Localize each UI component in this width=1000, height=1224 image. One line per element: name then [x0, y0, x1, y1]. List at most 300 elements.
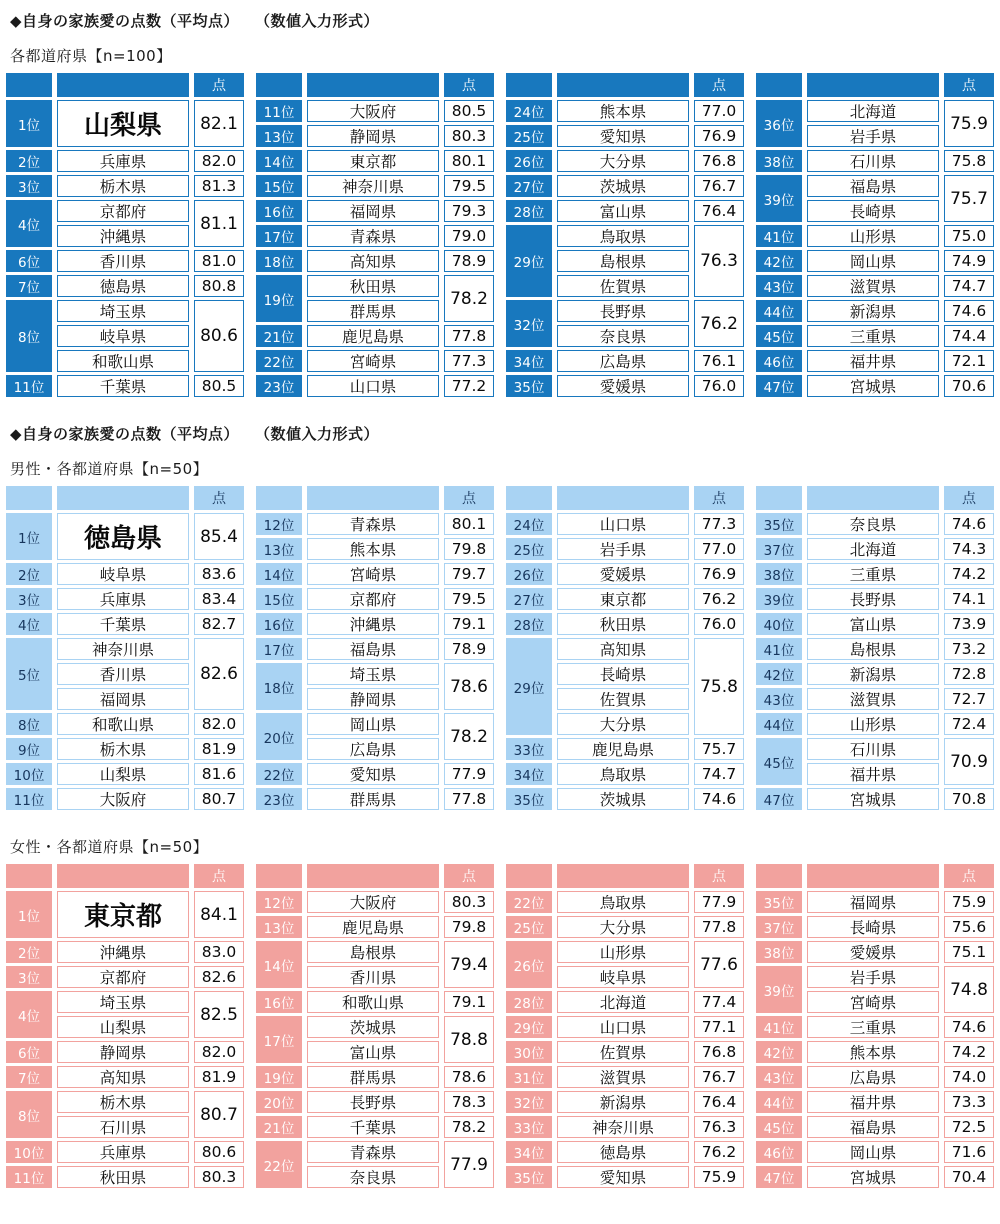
- section-subtitle: 女性・各都道府県【n=50】: [10, 838, 209, 856]
- score-cell: 76.2: [694, 588, 744, 610]
- ranking-table-group: [256, 73, 494, 397]
- ranking-table-group: [256, 864, 494, 1188]
- header-score-cell: 点: [444, 864, 494, 888]
- ranking-table-group: [6, 73, 244, 397]
- rank-cell: 13位: [256, 125, 302, 147]
- header-prefecture-cell: [307, 486, 439, 510]
- score-cell: 82.1: [194, 100, 244, 147]
- header-prefecture-cell: [557, 73, 689, 97]
- prefecture-cell: 愛知県: [557, 125, 689, 147]
- score-cell: 74.1: [944, 588, 994, 610]
- rank-cell: 37位: [756, 916, 802, 938]
- prefecture-cell: 長野県: [557, 300, 689, 322]
- rank-cell: 26位: [506, 150, 552, 172]
- score-cell: 74.6: [944, 513, 994, 535]
- prefecture-cell: 滋賀県: [557, 1066, 689, 1088]
- rank-cell: 32位: [506, 1091, 552, 1113]
- prefecture-cell: 茨城県: [557, 788, 689, 810]
- header-score-cell: 点: [944, 864, 994, 888]
- score-cell: 74.2: [944, 1041, 994, 1063]
- prefecture-cell: 千葉県: [307, 1116, 439, 1138]
- rank-cell: 18位: [256, 250, 302, 272]
- score-cell: 78.6: [444, 1066, 494, 1088]
- score-cell: 78.9: [444, 250, 494, 272]
- prefecture-cell: 静岡県: [57, 1041, 189, 1063]
- ranking-table-group: [256, 486, 494, 810]
- score-cell: 74.2: [944, 563, 994, 585]
- prefecture-cell: 岐阜県: [557, 966, 689, 988]
- rank-cell: 17位: [256, 638, 302, 660]
- rank-cell: 3位: [6, 175, 52, 197]
- prefecture-cell: 山梨県: [57, 763, 189, 785]
- prefecture-cell: 宮城県: [807, 788, 939, 810]
- score-cell: 77.0: [694, 100, 744, 122]
- score-cell: 76.2: [694, 300, 744, 347]
- prefecture-cell: 大分県: [557, 150, 689, 172]
- header-rank-cell: [756, 864, 802, 888]
- score-cell: 82.0: [194, 1041, 244, 1063]
- score-cell: 81.9: [194, 1066, 244, 1088]
- prefecture-cell: 高知県: [307, 250, 439, 272]
- prefecture-cell: 山梨県: [57, 100, 189, 147]
- rank-cell: 11位: [6, 788, 52, 810]
- ranking-table-group: [756, 73, 994, 397]
- score-cell: 74.3: [944, 538, 994, 560]
- prefecture-cell: 和歌山県: [57, 713, 189, 735]
- header-prefecture-cell: [307, 73, 439, 97]
- prefecture-cell: 千葉県: [57, 375, 189, 397]
- prefecture-cell: 大分県: [557, 916, 689, 938]
- header-rank-cell: [756, 73, 802, 97]
- score-cell: 70.9: [944, 738, 994, 785]
- prefecture-cell: 熊本県: [557, 100, 689, 122]
- score-cell: 76.4: [694, 200, 744, 222]
- prefecture-cell: 高知県: [557, 638, 689, 660]
- rank-cell: 6位: [6, 1041, 52, 1063]
- prefecture-cell: 北海道: [807, 538, 939, 560]
- prefecture-cell: 神奈川県: [57, 638, 189, 660]
- score-cell: 74.6: [944, 1016, 994, 1038]
- prefecture-cell: 山梨県: [57, 1016, 189, 1038]
- score-cell: 79.1: [444, 991, 494, 1013]
- prefecture-cell: 大阪府: [307, 891, 439, 913]
- rank-cell: 32位: [506, 300, 552, 347]
- prefecture-cell: 静岡県: [307, 125, 439, 147]
- rank-cell: 41位: [756, 638, 802, 660]
- prefecture-cell: 岩手県: [807, 966, 939, 988]
- prefecture-cell: 秋田県: [57, 1166, 189, 1188]
- score-cell: 78.8: [444, 1016, 494, 1063]
- rank-cell: 8位: [6, 300, 52, 372]
- prefecture-cell: 岡山県: [307, 713, 439, 735]
- prefecture-cell: 青森県: [307, 1141, 439, 1163]
- score-cell: 74.7: [944, 275, 994, 297]
- rank-cell: 37位: [756, 538, 802, 560]
- score-cell: 75.9: [944, 891, 994, 913]
- header-rank-cell: [6, 864, 52, 888]
- prefecture-cell: 宮城県: [807, 375, 939, 397]
- score-cell: 76.7: [694, 1066, 744, 1088]
- score-cell: 72.7: [944, 688, 994, 710]
- score-cell: 74.4: [944, 325, 994, 347]
- rank-cell: 20位: [256, 1091, 302, 1113]
- rank-cell: 5位: [6, 638, 52, 710]
- rank-cell: 11位: [256, 100, 302, 122]
- score-cell: 75.8: [944, 150, 994, 172]
- rank-cell: 16位: [256, 991, 302, 1013]
- score-cell: 74.6: [944, 300, 994, 322]
- rank-cell: 24位: [506, 100, 552, 122]
- score-cell: 80.5: [444, 100, 494, 122]
- page-title: ◆自身の家族愛の点数（平均点） （数値入力形式）: [10, 425, 380, 443]
- score-cell: 77.9: [444, 1141, 494, 1188]
- header-prefecture-cell: [557, 864, 689, 888]
- header-score-cell: 点: [444, 486, 494, 510]
- score-cell: 72.4: [944, 713, 994, 735]
- rank-cell: 9位: [6, 738, 52, 760]
- prefecture-cell: 埼玉県: [307, 663, 439, 685]
- prefecture-cell: 長崎県: [807, 200, 939, 222]
- prefecture-cell: 兵庫県: [57, 150, 189, 172]
- prefecture-cell: 東京都: [57, 891, 189, 938]
- header-rank-cell: [506, 864, 552, 888]
- rank-cell: 39位: [756, 175, 802, 222]
- score-cell: 80.3: [444, 125, 494, 147]
- score-cell: 80.3: [444, 891, 494, 913]
- score-cell: 74.9: [944, 250, 994, 272]
- rank-cell: 15位: [256, 175, 302, 197]
- rank-cell: 4位: [6, 613, 52, 635]
- prefecture-cell: 静岡県: [307, 688, 439, 710]
- rank-cell: 4位: [6, 200, 52, 247]
- prefecture-cell: 三重県: [807, 563, 939, 585]
- score-cell: 75.1: [944, 941, 994, 963]
- score-cell: 78.2: [444, 275, 494, 322]
- score-cell: 82.0: [194, 150, 244, 172]
- prefecture-cell: 新潟県: [807, 300, 939, 322]
- rank-cell: 25位: [506, 125, 552, 147]
- score-cell: 76.0: [694, 375, 744, 397]
- prefecture-cell: 福井県: [807, 350, 939, 372]
- prefecture-cell: 奈良県: [557, 325, 689, 347]
- prefecture-cell: 栃木県: [57, 738, 189, 760]
- rank-cell: 3位: [6, 588, 52, 610]
- header-score-cell: 点: [694, 73, 744, 97]
- prefecture-cell: 宮崎県: [807, 991, 939, 1013]
- rank-cell: 2位: [6, 941, 52, 963]
- rank-cell: 1位: [6, 891, 52, 938]
- prefecture-cell: 岐阜県: [57, 563, 189, 585]
- score-cell: 77.0: [694, 538, 744, 560]
- header-rank-cell: [506, 486, 552, 510]
- rank-cell: 45位: [756, 1116, 802, 1138]
- ranking-tables: [6, 486, 1000, 810]
- rank-cell: 8位: [6, 1091, 52, 1138]
- rank-cell: 2位: [6, 563, 52, 585]
- prefecture-cell: 東京都: [557, 588, 689, 610]
- rank-cell: 42位: [756, 250, 802, 272]
- prefecture-cell: 京都府: [307, 588, 439, 610]
- prefecture-cell: 岡山県: [807, 1141, 939, 1163]
- rank-cell: 17位: [256, 1016, 302, 1063]
- prefecture-cell: 佐賀県: [557, 688, 689, 710]
- score-cell: 79.5: [444, 588, 494, 610]
- header-prefecture-cell: [807, 864, 939, 888]
- prefecture-cell: 栃木県: [57, 1091, 189, 1113]
- prefecture-cell: 茨城県: [307, 1016, 439, 1038]
- score-cell: 78.2: [444, 1116, 494, 1138]
- score-cell: 79.7: [444, 563, 494, 585]
- prefecture-cell: 佐賀県: [557, 275, 689, 297]
- rank-cell: 12位: [256, 891, 302, 913]
- score-cell: 83.6: [194, 563, 244, 585]
- prefecture-cell: 山形県: [557, 941, 689, 963]
- header-score-cell: 点: [194, 864, 244, 888]
- prefecture-cell: 富山県: [557, 200, 689, 222]
- header-prefecture-cell: [807, 73, 939, 97]
- ranking-table-group: [506, 864, 744, 1188]
- prefecture-cell: 長野県: [807, 588, 939, 610]
- ranking-tables: [6, 73, 1000, 397]
- score-cell: 76.8: [694, 1041, 744, 1063]
- prefecture-cell: 長野県: [307, 1091, 439, 1113]
- prefecture-cell: 鹿児島県: [557, 738, 689, 760]
- prefecture-cell: 山口県: [557, 513, 689, 535]
- score-cell: 72.5: [944, 1116, 994, 1138]
- score-cell: 81.0: [194, 250, 244, 272]
- prefecture-cell: 宮崎県: [307, 350, 439, 372]
- score-cell: 76.7: [694, 175, 744, 197]
- rank-cell: 22位: [256, 763, 302, 785]
- rank-cell: 29位: [506, 1016, 552, 1038]
- score-cell: 78.6: [444, 663, 494, 710]
- score-cell: 76.9: [694, 563, 744, 585]
- header-rank-cell: [6, 486, 52, 510]
- header-score-cell: 点: [694, 864, 744, 888]
- header-rank-cell: [256, 73, 302, 97]
- rank-cell: 28位: [506, 613, 552, 635]
- score-cell: 75.8: [694, 638, 744, 735]
- score-cell: 77.3: [444, 350, 494, 372]
- rank-cell: 4位: [6, 991, 52, 1038]
- score-cell: 76.1: [694, 350, 744, 372]
- rank-cell: 7位: [6, 275, 52, 297]
- prefecture-cell: 山口県: [557, 1016, 689, 1038]
- rank-cell: 34位: [506, 350, 552, 372]
- score-cell: 75.0: [944, 225, 994, 247]
- score-cell: 81.6: [194, 763, 244, 785]
- header-score-cell: 点: [944, 73, 994, 97]
- score-cell: 79.5: [444, 175, 494, 197]
- rank-cell: 38位: [756, 563, 802, 585]
- prefecture-cell: 福島県: [307, 638, 439, 660]
- rank-cell: 40位: [756, 613, 802, 635]
- score-cell: 82.7: [194, 613, 244, 635]
- prefecture-cell: 秋田県: [307, 275, 439, 297]
- rank-cell: 28位: [506, 991, 552, 1013]
- score-cell: 83.4: [194, 588, 244, 610]
- rank-cell: 8位: [6, 713, 52, 735]
- prefecture-cell: 熊本県: [807, 1041, 939, 1063]
- prefecture-cell: 広島県: [557, 350, 689, 372]
- score-cell: 70.6: [944, 375, 994, 397]
- score-cell: 75.7: [944, 175, 994, 222]
- score-cell: 79.8: [444, 538, 494, 560]
- prefecture-cell: 愛知県: [557, 1166, 689, 1188]
- score-cell: 75.7: [694, 738, 744, 760]
- prefecture-cell: 島根県: [807, 638, 939, 660]
- rank-cell: 24位: [506, 513, 552, 535]
- score-cell: 76.2: [694, 1141, 744, 1163]
- rank-cell: 38位: [756, 150, 802, 172]
- score-cell: 73.9: [944, 613, 994, 635]
- prefecture-cell: 宮崎県: [307, 563, 439, 585]
- prefecture-cell: 富山県: [807, 613, 939, 635]
- prefecture-cell: 広島県: [807, 1066, 939, 1088]
- header-score-cell: 点: [194, 486, 244, 510]
- score-cell: 74.6: [694, 788, 744, 810]
- prefecture-cell: 宮城県: [807, 1166, 939, 1188]
- score-cell: 74.8: [944, 966, 994, 1013]
- prefecture-cell: 島根県: [557, 250, 689, 272]
- ranking-table-group: [756, 486, 994, 810]
- score-cell: 77.8: [444, 325, 494, 347]
- header-score-cell: 点: [694, 486, 744, 510]
- rank-cell: 13位: [256, 538, 302, 560]
- rank-cell: 1位: [6, 513, 52, 560]
- rank-cell: 17位: [256, 225, 302, 247]
- prefecture-cell: 大阪府: [57, 788, 189, 810]
- prefecture-cell: 石川県: [807, 150, 939, 172]
- score-cell: 85.4: [194, 513, 244, 560]
- rank-cell: 2位: [6, 150, 52, 172]
- prefecture-cell: 愛媛県: [557, 563, 689, 585]
- prefecture-cell: 岡山県: [807, 250, 939, 272]
- rank-cell: 14位: [256, 150, 302, 172]
- rank-cell: 21位: [256, 1116, 302, 1138]
- rank-cell: 41位: [756, 225, 802, 247]
- score-cell: 70.4: [944, 1166, 994, 1188]
- score-cell: 72.8: [944, 663, 994, 685]
- score-cell: 76.9: [694, 125, 744, 147]
- rank-cell: 44位: [756, 1091, 802, 1113]
- score-cell: 80.8: [194, 275, 244, 297]
- rank-cell: 23位: [256, 375, 302, 397]
- rank-cell: 7位: [6, 1066, 52, 1088]
- score-cell: 76.3: [694, 225, 744, 297]
- prefecture-cell: 群馬県: [307, 1066, 439, 1088]
- header-prefecture-cell: [57, 864, 189, 888]
- score-cell: 84.1: [194, 891, 244, 938]
- rank-cell: 34位: [506, 1141, 552, 1163]
- rank-cell: 19位: [256, 1066, 302, 1088]
- prefecture-cell: 鹿児島県: [307, 325, 439, 347]
- prefecture-cell: 山形県: [807, 713, 939, 735]
- page-title: ◆自身の家族愛の点数（平均点） （数値入力形式）: [10, 12, 380, 30]
- prefecture-cell: 石川県: [807, 738, 939, 760]
- header-score-cell: 点: [444, 73, 494, 97]
- rank-cell: 28位: [506, 200, 552, 222]
- rank-cell: 38位: [756, 941, 802, 963]
- rank-cell: 10位: [6, 763, 52, 785]
- rank-cell: 44位: [756, 713, 802, 735]
- score-cell: 71.6: [944, 1141, 994, 1163]
- prefecture-cell: 東京都: [307, 150, 439, 172]
- rank-cell: 26位: [506, 941, 552, 988]
- score-cell: 76.4: [694, 1091, 744, 1113]
- prefecture-cell: 島根県: [307, 941, 439, 963]
- header-prefecture-cell: [807, 486, 939, 510]
- prefecture-cell: 茨城県: [557, 175, 689, 197]
- rank-cell: 27位: [506, 175, 552, 197]
- score-cell: 81.1: [194, 200, 244, 247]
- rank-cell: 27位: [506, 588, 552, 610]
- score-cell: 81.9: [194, 738, 244, 760]
- prefecture-cell: 鹿児島県: [307, 916, 439, 938]
- header-score-cell: 点: [194, 73, 244, 97]
- prefecture-cell: 沖縄県: [307, 613, 439, 635]
- score-cell: 76.0: [694, 613, 744, 635]
- prefecture-cell: 大阪府: [307, 100, 439, 122]
- header-rank-cell: [756, 486, 802, 510]
- rank-cell: 21位: [256, 325, 302, 347]
- score-cell: 73.2: [944, 638, 994, 660]
- rank-cell: 3位: [6, 966, 52, 988]
- prefecture-cell: 兵庫県: [57, 588, 189, 610]
- score-cell: 79.3: [444, 200, 494, 222]
- prefecture-cell: 徳島県: [57, 513, 189, 560]
- score-cell: 80.1: [444, 150, 494, 172]
- ranking-section-male: [6, 486, 1000, 810]
- ranking-table-group: [6, 864, 244, 1188]
- score-cell: 77.9: [694, 891, 744, 913]
- score-cell: 78.3: [444, 1091, 494, 1113]
- rank-cell: 35位: [506, 375, 552, 397]
- prefecture-cell: 香川県: [57, 250, 189, 272]
- rank-cell: 45位: [756, 738, 802, 785]
- prefecture-cell: 岐阜県: [57, 325, 189, 347]
- prefecture-cell: 京都府: [57, 200, 189, 222]
- score-cell: 77.4: [694, 991, 744, 1013]
- prefecture-cell: 京都府: [57, 966, 189, 988]
- prefecture-cell: 群馬県: [307, 300, 439, 322]
- rank-cell: 34位: [506, 763, 552, 785]
- score-cell: 79.4: [444, 941, 494, 988]
- prefecture-cell: 岩手県: [557, 538, 689, 560]
- score-cell: 79.0: [444, 225, 494, 247]
- prefecture-cell: 青森県: [307, 513, 439, 535]
- rank-cell: 26位: [506, 563, 552, 585]
- prefecture-cell: 沖縄県: [57, 941, 189, 963]
- rank-cell: 35位: [506, 788, 552, 810]
- score-cell: 74.7: [694, 763, 744, 785]
- rank-cell: 25位: [506, 538, 552, 560]
- prefecture-cell: 福島県: [807, 1116, 939, 1138]
- header-prefecture-cell: [557, 486, 689, 510]
- prefecture-cell: 広島県: [307, 738, 439, 760]
- rank-cell: 39位: [756, 588, 802, 610]
- score-cell: 82.0: [194, 713, 244, 735]
- score-cell: 78.9: [444, 638, 494, 660]
- prefecture-cell: 徳島県: [57, 275, 189, 297]
- header-rank-cell: [506, 73, 552, 97]
- rank-cell: 43位: [756, 1066, 802, 1088]
- score-cell: 74.0: [944, 1066, 994, 1088]
- score-cell: 77.9: [444, 763, 494, 785]
- prefecture-cell: 岩手県: [807, 125, 939, 147]
- score-cell: 80.1: [444, 513, 494, 535]
- score-cell: 77.8: [694, 916, 744, 938]
